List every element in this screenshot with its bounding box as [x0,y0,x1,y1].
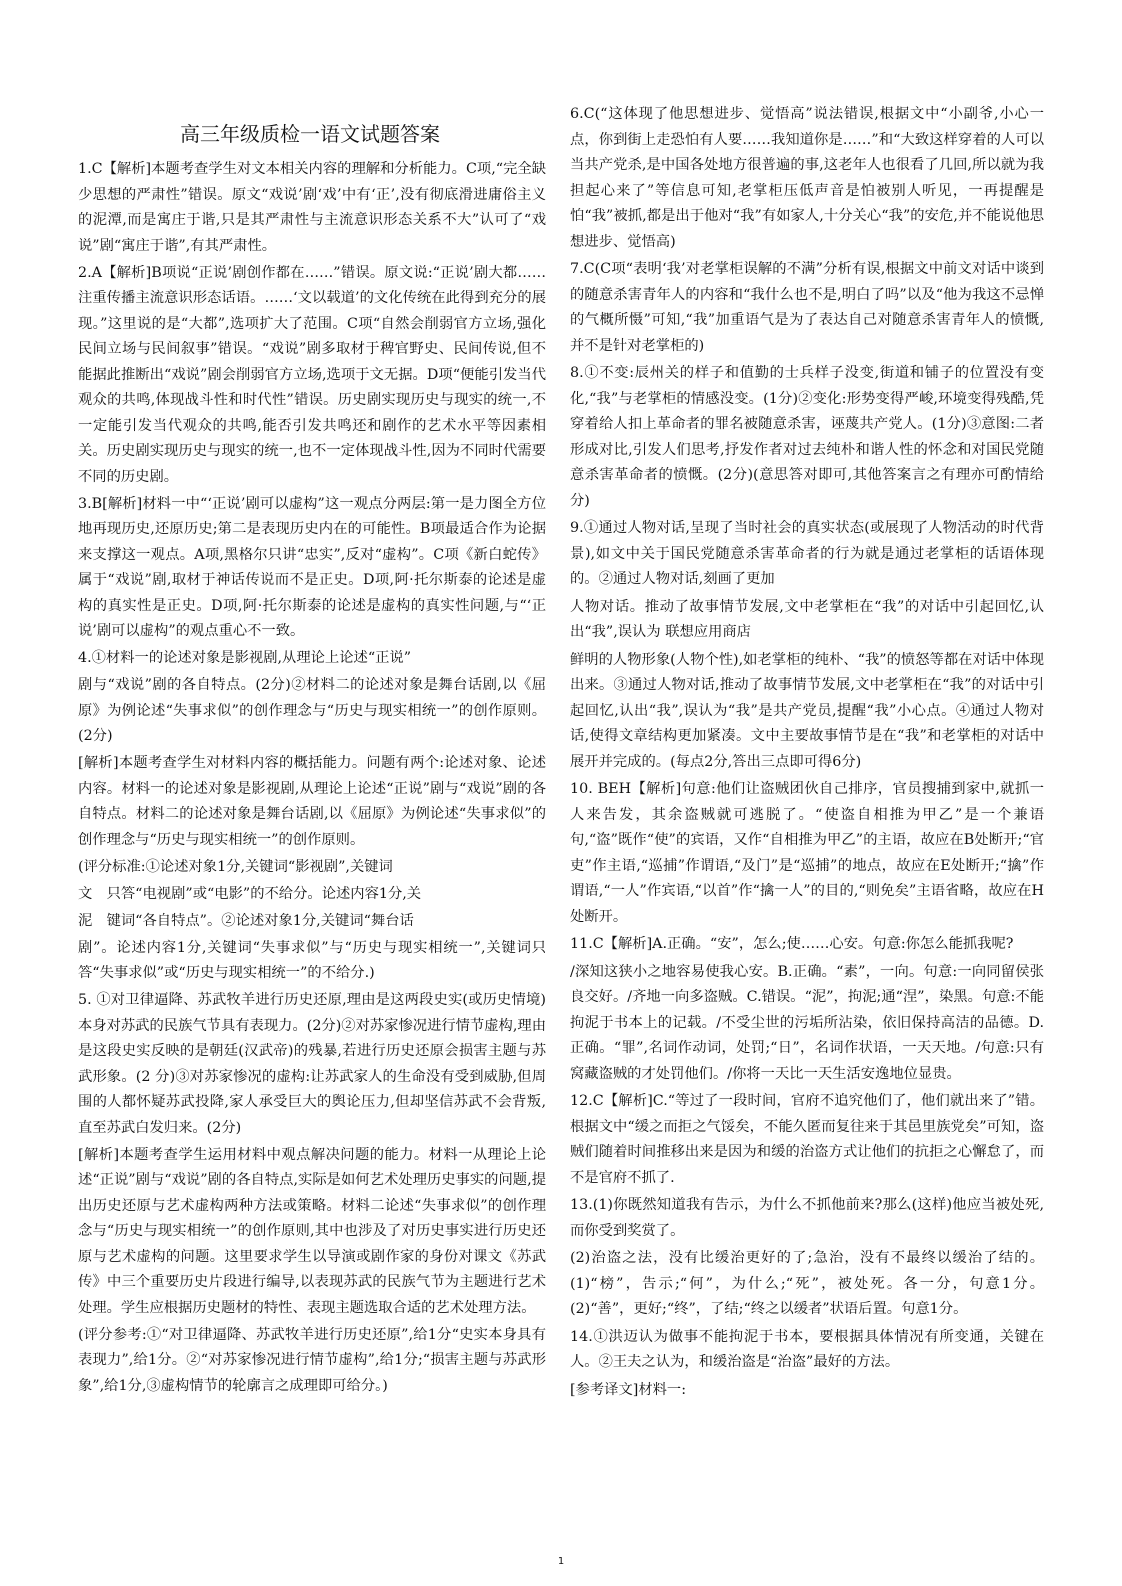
answer-paragraph: 9.①通过人物对话,呈现了当时社会的真实状态(或展现了人物活动的时代背景),如文中关于国民党随意杀害革命者的行为就是通过老掌柜的话语体现的。②通过人物对话,刻画了更加 [570,520,1044,587]
page-title: 高三年级质检一语文试题答案 [180,122,440,146]
answer-paragraph: (评分标准:①论述对象1分,关键词“影视剧”,关键词 [78,858,393,875]
answer-paragraph: (2)治盗之法，没有比缓治更好的了;急治，没有不最终以缓治了结的。(1)“榜”，告示;“何”，为什么;“死”，被处死。各一分，句意1分。(2)“善”，更好;“终”，了结;“终之以缓者”状语后置。句意1分。 [570,1250,1044,1317]
answer-paragraph: 12.C【解析]C.“等过了一段时间，官府不追究他们了，他们就出来了”错。根据文中“缓之而拒之气馁矣，不能久匿而复往来于其邑里族党矣”可知，盗贼们随着时间推移出来是因为和缓的治盗方式让他们的抗拒之心懈怠了，而不是官府不抓了. [570,1093,1044,1186]
answer-paragraph: 3.B[解析]材料一中“‘正说’剧可以虚构”这一观点分两层:第一是力图全方位地再现历史,还原历史;第二是表现历史内在的可能性。B项最适合作为论据来支撑这一观点。A项,黑格尔只讲“忠实”,反对“虚构”。C项《新白蛇传》属于“戏说”剧,取材于神话传说而不是正史。D项,阿·托尔斯泰的论述是虚构的真实性是正史。D项,阿·托尔斯泰的论述是虚构的真实性问题,与“‘正说’剧可以虚构”的观点重心不一致。 [78,495,546,639]
answer-paragraph: 剧”。论述内容1分,关键词“失事求似”与“历史与现实相统一”,关键词只答“失事求似”或“历史与现实相统一”的不给分.) [78,939,546,981]
answer-paragraph: 11.C【解析]A.正确。“安”，怎么;使……心安。句意:你怎么能抓我呢? [570,936,1014,952]
left-column [78,157,546,1401]
answer-paragraph: 5. ①对卫律逼降、苏武牧羊进行历史还原,理由是这两段史实(或历史情境)本身对苏武的民族气节具有表现力。(2分)②对苏家惨况进行情节虚构,理由是这段史实反映的是朝廷(汉武帝)的残暴,若进行历史还原会损害主题与苏武形象。(2 分)③对苏家惨况的虚构:让苏武家人的生命没有受到威胁,但周围的人都怀疑苏武投降,家人承受巨大的舆论压力,但却坚信苏武不会背叛,直至苏武白发归来。(2分) [78,992,546,1136]
answer-paragraph: 鲜明的人物形象(人物个性),如老掌柜的纯朴、“我”的愤怒等都在对话中体现出来。③通过人物对话,推动了故事情节发展,文中老掌柜在“我”的对话中引起回忆,认出“我”,误认为“我”是共产党员,提醒“我”小心点。④通过人物对话,使得文章结构更加紧凑。文中主要故事情节是在“我”和老掌柜的对话中展开并完成的。(每点2分,答出三点即可得6分) [570,651,1044,770]
answer-paragraph: (评分参考:①“对卫律逼降、苏武牧羊进行历史还原”,给1分“史实本身具有表现力”,给1分。②“对苏家惨况进行情节虚构”,给1分;“损害主题与苏武形象”,给1分,③虚构情节的轮廓言之成理即可给分。) [78,1326,546,1394]
answer-paragraph: 14.①洪迈认为做事不能拘泥于书本，要根据具体情况有所变通，关键在人。②王夫之认为，和缓治盗是“治盗”最好的方法。 [570,1328,1044,1370]
answer-paragraph: 6.C(“这体现了他思想进步、觉悟高”说法错误,根据文中“小副爷,小心一点，你到街上走恐怕有人要……我知道你是……”和“大致这样穿着的人可以当共产党杀,是中国各处地方很普遍的事,这老年人也很看了几回,所以就为我担起心来了”等信息可知,老掌柜压低声音是怕被别人听见，一再提醒是怕“我”被抓,都是出于他对“我”有如家人,十分关心“我”的安危,并不能说他思想进步、觉悟高) [570,106,1044,250]
answer-paragraph: 文 只答“电视剧”或“电影”的不给分。论述内容1分,关 [78,885,422,902]
answer-paragraph: 7.C(C项“表明‘我’对老掌柜误解的不满”分析有误,根据文中前文对话中谈到的随意杀害青年人的内容和“我什么也不是,明白了吗”以及“他为我这不忌惮的气概所慑”可知,“我”加重语气是为了表达自己对随意杀害青年人的愤慨,并不是针对老掌柜的) [570,261,1044,354]
answer-paragraph: [解析]本题考查学生运用材料中观点解决问题的能力。材料一从理论上论述“正说”剧与“戏说”剧的各自特点,实际是如何艺术处理历史事实的问题,提出历史还原与艺术虚构两种方法或策略。材料二论述“失事求似”的创作理念与“历史与现实相统一”的创作原则,其中也涉及了对历史事实进行历史还原与艺术虚构的问题。这里要求学生以导演或剧作家的身份对课文《苏武传》中三个重要历史片段进行编导,以表现苏武的民族气节为主题进行艺术处理。学生应根据历史题材的特性、表现主题选取合适的艺术处理方法。 [78,1146,546,1316]
answer-paragraph: 人物对话。推动了故事情节发展,文中老掌柜在“我”的对话中引起回忆,认出“我”,误认为 联想应用商店 [570,598,1044,640]
answer-paragraph: 4.①材料一的论述对象是影视剧,从理论上论述“正说” [78,650,412,666]
page-number: 1 [557,1556,565,1567]
answer-paragraph: [参考译文]材料一: [570,1381,687,1398]
answer-paragraph: /深知这狭小之地容易使我心安。B.正确。“素”，一向。句意:一向同留侯张良交好。/齐地一向多盗贼。C.错误。“泥”，拘泥;通“涅”，染黑。句意:不能拘泥于书本上的记载。/不受尘世的污垢所沾染，依旧保持高洁的品德。D.正确。“罪”,名词作动词，处罚;“日”，名词作状语，一天天地。/句意:只有窝藏盗贼的才处罚他们。/你将一天比一天生活安逸地位显贵。 [570,963,1044,1082]
right-column [570,102,1044,1405]
answer-paragraph: 13.(1)你既然知道我有告示，为什么不抓他前来?那么(这样)他应当被处死,而你受到奖赏了。 [570,1197,1044,1239]
answer-paragraph: 2.A【解析]B项说“正说’剧创作都在……”错误。原文说:“正说’剧大都……注重传播主流意识形态话语。……‘文以载道’的文化传统在此得到充分的展现。”这里说的是“大都”,选项扩大了范围。C项“自然会削弱官方立场,强化民间立场与民间叙事”错误。“戏说”剧多取材于稗官野史、民间传说,但不能据此推断出“戏说”剧会削弱官方立场,选项于文无据。D项“便能引发当代观众的共鸣,体现战斗性和时代性”错误。历史剧实现历史与现实的统一,不一定能引发当代观众的共鸣,能否引发共鸣还和剧作的艺术水平等因素相关。历史剧实现历史与现实的统一,也不一定体现战斗性,因为不同时代需要不同的历史剧。 [78,264,546,485]
answer-paragraph: 剧与“戏说”剧的各自特点。(2分)②材料二的论述对象是舞台话剧,以《屈原》为例论述“失事求似”的创作理念与“历史与现实相统一”的创作原则。(2分) [78,677,546,744]
answer-paragraph: 泥 键词“各自特点”。②论述对象1分,关键词“舞台话 [78,912,414,929]
answer-paragraph: 8.①不变:辰州关的样子和值勤的士兵样子没变,街道和铺子的位置没有变化,“我”与老掌柜的情感没变。(1分)②变化:形势变得严峻,环境变得残酷,凭穿着给人扣上革命者的罪名被随意杀害，诬蔑共产党人。(1分)③意图:二者形成对比,引发人们思考,抒发作者对过去纯朴和谐人性的怀念和对国民党随意杀害革命者的愤慨。(2分)(意思答对即可,其他答案言之有理亦可酌情给分) [570,365,1044,509]
answer-paragraph: 10. BEH【解析]句意:他们让盗贼团伙自己排序，官员搜捕到家中,就抓一人来告发，其余盗贼就可逃脱了。“使盗自相推为甲乙”是一个兼语句,“盗”既作“使”的宾语，又作“自相推为甲乙”的主语，故应在B处断开;“官吏”作主语,“巡捕”作谓语,“及门”是“巡捕”的地点，故应在E处断开;“擒”作谓语,“一人”作宾语,“以首”作“擒一人”的目的,“则免矣”主语省略，故应在H处断开。 [570,781,1044,925]
answer-paragraph: [解析]本题考查学生对材料内容的概括能力。问题有两个:论述对象、论述内容。材料一的论述对象是影视剧,从理论上论述“正说”剧与“戏说”剧的各自特点。材料二的论述对象是舞台话剧,以《屈原》为例论述“失事求似”的创作理念与“历史与现实相统一”的创作原则。 [78,755,546,848]
answer-paragraph: 1.C【解析]本题考查学生对文本相关内容的理解和分析能力。C项,“完全缺少思想的严肃性”错误。原文“戏说’剧‘戏’中有‘正’,没有彻底滑进庸俗主义的泥潭,而是寓庄于谐,只是其严肃性与主流意识形态关系不大”认可了“戏说”剧“寓庄于谐”,有其严肃性。 [78,161,546,254]
